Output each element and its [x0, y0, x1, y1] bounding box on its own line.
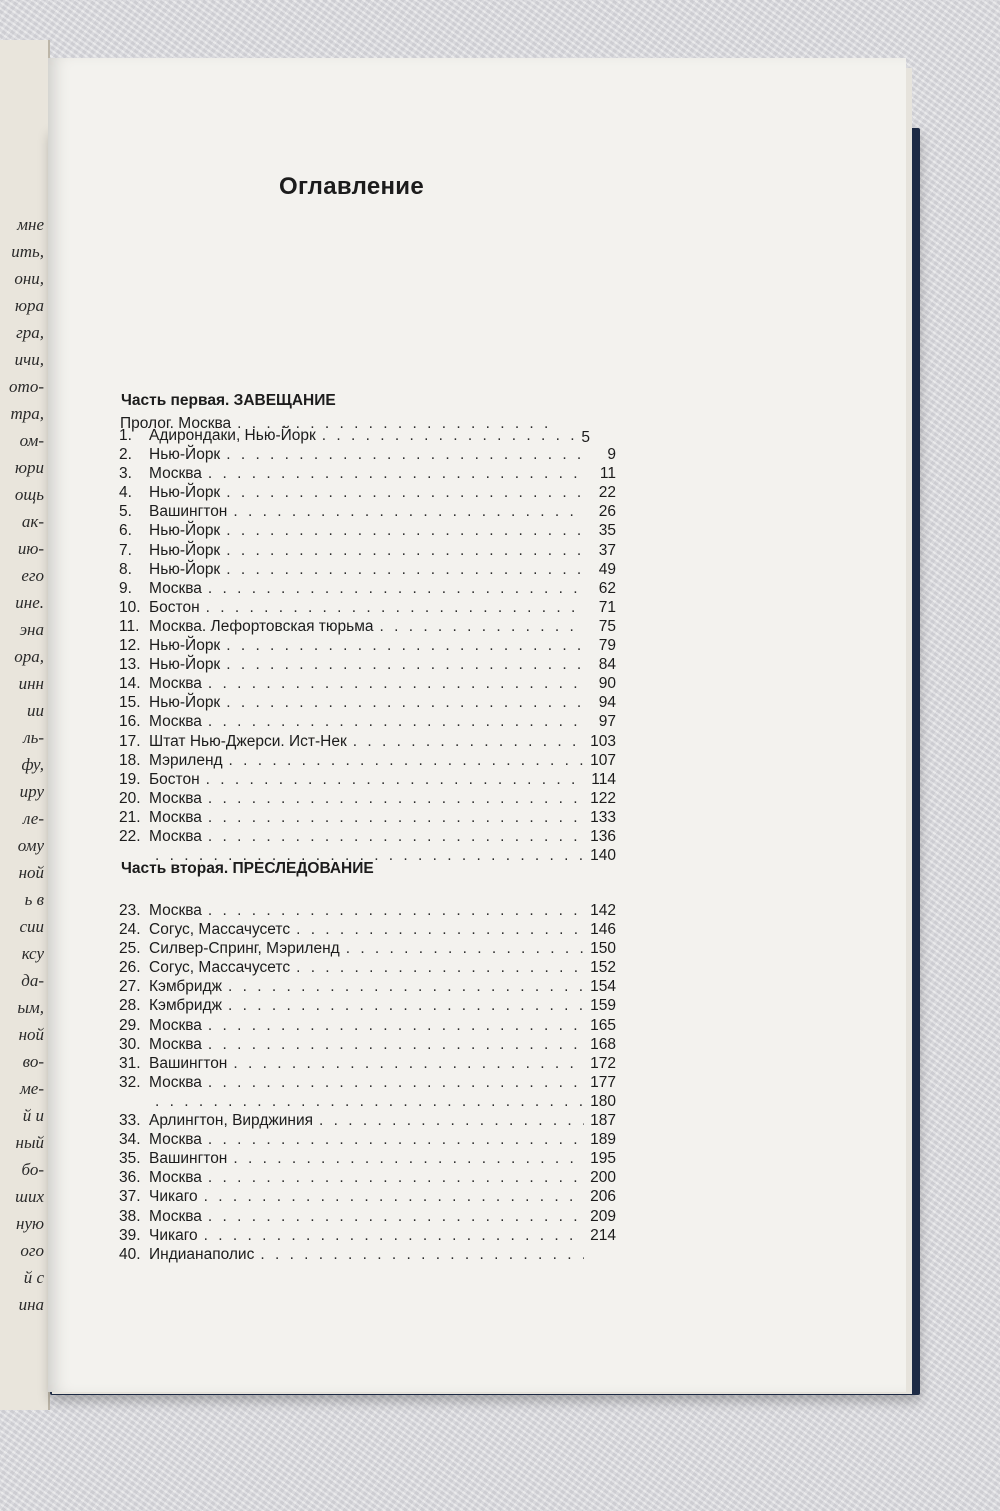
toc-chapter-number: 37.	[119, 1188, 141, 1206]
left-page-text-fragment: ксу	[21, 944, 44, 963]
toc-row	[119, 1111, 616, 1130]
left-page-text-fragment: да-	[21, 971, 44, 990]
toc-chapter-number: 22.	[119, 827, 141, 845]
toc-row	[119, 939, 616, 958]
toc-chapter-number: 5.	[119, 503, 132, 521]
left-page-text-fragment: ото-	[9, 377, 44, 396]
dot-leader	[233, 1149, 584, 1168]
toc-page-number: 11	[599, 465, 616, 483]
toc-row	[119, 655, 616, 674]
left-page-text-fragment: они,	[14, 269, 44, 288]
dot-leader	[155, 1092, 584, 1111]
toc-row	[119, 1073, 616, 1092]
toc-row	[119, 617, 616, 636]
toc-row	[119, 598, 616, 617]
toc-entry-title: Москва	[149, 1035, 202, 1053]
toc-page-number: 26	[598, 503, 616, 521]
toc-row	[119, 636, 616, 655]
toc-chapter-number: 7.	[119, 541, 132, 559]
toc-chapter-number: 9.	[119, 579, 132, 597]
toc-row	[119, 920, 616, 939]
toc-entry-title: Индианаполис	[149, 1245, 255, 1263]
dot-leader	[322, 426, 584, 445]
toc-page-number: 49	[598, 560, 616, 578]
left-page-text-fragment: юра	[15, 296, 44, 315]
toc-page-number: 180	[590, 1092, 616, 1110]
toc-page-number: 177	[590, 1073, 616, 1091]
dot-leader	[226, 445, 584, 464]
toc-entry-title: Бостон	[149, 770, 200, 788]
toc-chapter-number: 31.	[119, 1054, 141, 1072]
toc-page-number: 209	[590, 1207, 616, 1225]
left-page-text-fragment: ме-	[19, 1079, 44, 1098]
left-page-text-fragment: эна	[19, 620, 44, 639]
left-page-text-fragment: ому	[17, 836, 44, 855]
toc-page-number: 159	[590, 997, 616, 1015]
toc-page-number: 142	[590, 902, 616, 919]
left-page-text-fragment: ь в	[24, 890, 44, 909]
toc-entry-title: Москва	[149, 789, 202, 807]
dot-leader	[229, 751, 584, 770]
toc-entry-title: Бостон	[149, 598, 200, 616]
dot-leader	[204, 1187, 584, 1206]
toc-entry-title: Арлингтон, Вирджиния	[149, 1112, 314, 1130]
left-page-text-fragment: бо-	[21, 1160, 44, 1179]
left-page-text-fragment: фу,	[21, 755, 44, 774]
part-one-heading	[121, 392, 336, 410]
toc-entry-title: Москва	[149, 465, 202, 483]
toc-row	[119, 732, 616, 751]
toc-page-number: 62	[598, 579, 616, 597]
dot-leader	[379, 617, 584, 636]
toc-entry-title: Силвер-Спринг, Мэриленд	[149, 940, 340, 958]
toc-entry-title: Вашингтон	[149, 503, 228, 521]
toc-row	[119, 464, 616, 483]
toc-page-number: 71	[598, 598, 616, 616]
dot-leader	[233, 502, 584, 521]
dot-leader	[208, 789, 584, 808]
toc-row	[119, 1149, 616, 1168]
dot-leader	[208, 901, 584, 920]
toc-page-number: 206	[590, 1188, 616, 1206]
part-one-list	[119, 426, 616, 865]
toc-row	[119, 1207, 616, 1226]
dot-leader	[296, 958, 584, 977]
dot-leader	[228, 996, 584, 1015]
toc-entry-title: Вашингтон	[149, 1054, 228, 1072]
toc-page-number: 172	[590, 1054, 616, 1072]
part-prefix: Часть первая.	[121, 392, 230, 409]
dot-leader	[208, 1168, 584, 1187]
toc-row	[119, 1187, 616, 1206]
page-title: Оглавление	[279, 173, 424, 200]
left-page-text-fragment: й и	[22, 1106, 44, 1125]
left-page-text-fragment: ина	[18, 1295, 44, 1314]
dot-leader	[208, 827, 584, 846]
toc-entry-title: Нью-Йорк	[149, 446, 221, 464]
toc-page-number: 90	[598, 675, 616, 693]
toc-page-number: 122	[590, 789, 616, 807]
left-page-text-fragment: ак-	[21, 512, 44, 531]
part-name: ПРЕСЛЕДОВАНИЕ	[232, 860, 374, 877]
toc-page-number: 35	[598, 522, 616, 540]
left-page-text-fragment: ную	[16, 1214, 44, 1233]
toc-chapter-number: 12.	[119, 637, 141, 655]
toc-row	[119, 901, 616, 920]
toc-page-number: 103	[590, 732, 616, 750]
dot-leader	[346, 939, 584, 958]
toc-row	[119, 483, 616, 502]
left-page-text-fragment: инн	[18, 674, 44, 693]
toc-row	[119, 560, 616, 579]
toc-page-number: 97	[598, 713, 616, 731]
dot-leader	[296, 920, 584, 939]
left-page-text-fragment: ле-	[22, 809, 44, 828]
toc-row	[119, 693, 616, 712]
dot-leader	[226, 693, 584, 712]
toc-row	[119, 1245, 616, 1264]
toc-chapter-number: 6.	[119, 522, 132, 540]
toc-entry-title: Согус, Массачусетс	[149, 959, 291, 977]
left-page-text-fragment: ом-	[19, 431, 44, 450]
toc-entry-title: Штат Нью-Джерси. Ист-Нек	[149, 732, 347, 750]
part-two-heading	[121, 860, 374, 878]
toc-entry-title: Москва	[149, 1073, 202, 1091]
left-page-text-fragment: ию-	[17, 539, 44, 558]
left-page-text-fragment: ора,	[14, 647, 44, 666]
toc-page-number: 136	[590, 827, 616, 845]
toc-page-number: 168	[590, 1035, 616, 1053]
toc-entry-title: Москва	[149, 1016, 202, 1034]
left-page-text-fragment: ной	[18, 1025, 44, 1044]
dot-leader	[208, 674, 584, 693]
left-page-text-fragment: ого	[20, 1241, 44, 1260]
toc-page-number: 84	[598, 656, 616, 674]
toc-chapter-number: 8.	[119, 560, 132, 578]
dot-leader	[226, 655, 584, 674]
toc-entry-title: Москва	[149, 808, 202, 826]
toc-chapter-number: 20.	[119, 789, 141, 807]
toc-page-number: 165	[590, 1016, 616, 1034]
toc-page-number: 146	[590, 921, 616, 939]
toc-chapter-number: 15.	[119, 694, 141, 712]
dot-leader	[319, 1111, 584, 1130]
toc-entry-title: Москва	[149, 579, 202, 597]
dot-leader	[206, 598, 584, 617]
toc-entry-title: Москва	[149, 1207, 202, 1225]
part-two-list	[119, 901, 616, 1264]
left-page-text-fragment: во-	[22, 1052, 44, 1071]
toc-row	[119, 1168, 616, 1187]
toc-row	[119, 1092, 616, 1111]
toc-chapter-number: 10.	[119, 598, 141, 616]
toc-entry-title: Кэмбридж	[149, 997, 222, 1015]
toc-page-number: 140	[590, 847, 616, 865]
toc-row	[119, 445, 616, 464]
left-page-text-fragment: ль-	[23, 728, 44, 747]
toc-page-number: 214	[590, 1226, 616, 1244]
toc-page-number: 195	[590, 1150, 616, 1168]
toc-chapter-number: 19.	[119, 770, 141, 788]
toc-entry-title: Москва	[149, 827, 202, 845]
toc-chapter-number: 30.	[119, 1035, 141, 1053]
toc-entry-title: Чикаго	[149, 1226, 198, 1244]
left-page-text-fragment: ощь	[14, 485, 44, 504]
dot-leader	[208, 1035, 584, 1054]
left-page-text-fragment: й с	[23, 1268, 44, 1287]
left-page-text-fragment: ым,	[17, 998, 44, 1017]
toc-page-number: 75	[598, 617, 616, 635]
left-page-text-fragment: ичи,	[14, 350, 44, 369]
toc-entry-title: Чикаго	[149, 1188, 198, 1206]
dot-leader	[226, 521, 584, 540]
toc-entry-title: Москва	[149, 713, 202, 731]
toc-chapter-number: 1.	[119, 427, 132, 444]
toc-row	[119, 789, 616, 808]
toc-page-number: 22	[598, 484, 616, 502]
toc-row	[119, 808, 616, 827]
toc-page-number: 94	[598, 694, 616, 712]
toc-row	[119, 579, 616, 598]
toc-page-number: 152	[590, 959, 616, 977]
toc-chapter-number: 16.	[119, 713, 141, 731]
toc-chapter-number: 3.	[119, 465, 132, 483]
toc-chapter-number: 25.	[119, 940, 141, 958]
toc-chapter-number: 36.	[119, 1169, 141, 1187]
toc-chapter-number: 38.	[119, 1207, 141, 1225]
toc-row	[119, 1054, 616, 1073]
toc-chapter-number: 28.	[119, 997, 141, 1015]
part-name: ЗАВЕЩАНИЕ	[233, 392, 336, 409]
toc-row	[119, 770, 616, 789]
dot-leader	[233, 1054, 584, 1073]
contents-page	[48, 58, 906, 1392]
toc-chapter-number: 40.	[119, 1245, 141, 1263]
dot-leader	[208, 1016, 584, 1035]
toc-page-number: 107	[590, 751, 616, 769]
toc-chapter-number: 4.	[119, 484, 132, 502]
toc-row	[119, 521, 616, 540]
dot-leader	[226, 560, 584, 579]
toc-row	[119, 712, 616, 731]
toc-page-number: 133	[590, 808, 616, 826]
toc-row	[119, 958, 616, 977]
toc-page-number: 150	[590, 940, 616, 958]
dot-leader	[206, 770, 584, 789]
toc-entry-title: Кэмбридж	[149, 978, 222, 996]
dot-leader	[208, 464, 584, 483]
toc-entry-title: Нью-Йорк	[149, 694, 221, 712]
toc-entry-title: Нью-Йорк	[149, 484, 221, 502]
toc-row	[119, 674, 616, 693]
toc-row	[119, 541, 616, 560]
toc-page-number: 154	[590, 978, 616, 996]
left-page-text-fragment: ить,	[11, 242, 44, 261]
left-page-text-fragment: тра,	[10, 404, 44, 423]
toc-chapter-number: 35.	[119, 1150, 141, 1168]
toc-entry-title: Нью-Йорк	[149, 522, 221, 540]
toc-page-number: 189	[590, 1131, 616, 1149]
toc-chapter-number: 18.	[119, 751, 141, 769]
dot-leader	[208, 1073, 584, 1092]
left-page-text-fragment: сии	[19, 917, 44, 936]
toc-chapter-number: 34.	[119, 1131, 141, 1149]
toc-entry-title: Москва. Лефортовская тюрьма	[149, 617, 374, 635]
toc-row	[119, 1130, 616, 1149]
left-page-text-fragment: ших	[15, 1187, 44, 1206]
dot-leader	[226, 541, 584, 560]
toc-entry-title: Согус, Массачусетс	[149, 921, 291, 939]
dot-leader	[208, 1130, 584, 1149]
toc-entry-title: Адирондаки, Нью-Йорк	[149, 427, 316, 444]
left-page-text-fragment: его	[21, 566, 44, 585]
toc-chapter-number: 26.	[119, 959, 141, 977]
left-page-text-fragment: иру	[19, 782, 44, 801]
toc-entry-title: Москва	[149, 675, 202, 693]
toc-page-number: 9	[607, 446, 616, 464]
toc-entry-title: Москва	[149, 1169, 202, 1187]
toc-page-number: 187	[590, 1112, 616, 1130]
dot-leader	[353, 732, 584, 751]
left-page-text-fragment: гра,	[16, 323, 44, 342]
toc-row	[119, 502, 616, 521]
toc-row	[119, 1016, 616, 1035]
left-page-text-fragment: юри	[15, 458, 44, 477]
toc-row	[119, 827, 616, 846]
left-page-text-fragment: мне	[17, 215, 44, 234]
toc-entry-title: Мэриленд	[149, 751, 223, 769]
dot-leader	[204, 1226, 584, 1245]
left-page-edge	[0, 40, 50, 1410]
toc-entry-title: Нью-Йорк	[149, 656, 221, 674]
toc-entry-title: Нью-Йорк	[149, 637, 221, 655]
toc-row	[119, 1035, 616, 1054]
dot-leader	[208, 712, 584, 731]
toc-row	[119, 426, 616, 445]
toc-entry-title: Москва	[149, 902, 202, 919]
toc-entry-title: Пролог. Москва	[120, 415, 232, 432]
dot-leader	[260, 1245, 584, 1264]
toc-entry-title: Нью-Йорк	[149, 560, 221, 578]
toc-chapter-number: 21.	[119, 808, 141, 826]
toc-page-number: 79	[598, 637, 616, 655]
dot-leader	[208, 1207, 584, 1226]
toc-entry-title: Москва	[149, 1131, 202, 1149]
toc-chapter-number: 11.	[119, 617, 140, 635]
toc-chapter-number: 27.	[119, 978, 141, 996]
toc-row	[119, 977, 616, 996]
toc-page-number: 37	[598, 541, 616, 559]
toc-chapter-number: 2.	[119, 446, 132, 464]
toc-chapter-number: 23.	[119, 902, 141, 919]
toc-chapter-number: 14.	[119, 675, 141, 693]
toc-chapter-number: 39.	[119, 1226, 141, 1244]
toc-chapter-number: 17.	[119, 732, 141, 750]
dot-leader	[208, 808, 584, 827]
left-page-text-fragment: ине.	[15, 593, 44, 612]
toc-row	[119, 751, 616, 770]
toc-chapter-number: 13.	[119, 656, 141, 674]
part-prefix: Часть вторая.	[121, 860, 229, 877]
toc-chapter-number: 24.	[119, 921, 141, 939]
dot-leader	[226, 636, 584, 655]
left-page-text-fragment: ной	[18, 863, 44, 882]
toc-entry-title: Нью-Йорк	[149, 541, 221, 559]
toc-row	[119, 996, 616, 1015]
dot-leader	[228, 977, 584, 996]
dot-leader	[226, 483, 584, 502]
toc-row	[119, 1226, 616, 1245]
toc-chapter-number: 32.	[119, 1073, 141, 1091]
toc-entry-title: Вашингтон	[149, 1150, 228, 1168]
left-page-text-fragment: ный	[15, 1133, 44, 1152]
toc-chapter-number: 29.	[119, 1016, 141, 1034]
toc-chapter-number: 33.	[119, 1112, 141, 1130]
toc-page-number: 200	[590, 1169, 616, 1187]
left-page-text-fragment: ии	[27, 701, 44, 720]
toc-page-number: 5	[581, 429, 590, 446]
toc-page-number: 114	[591, 770, 616, 788]
dot-leader	[208, 579, 584, 598]
